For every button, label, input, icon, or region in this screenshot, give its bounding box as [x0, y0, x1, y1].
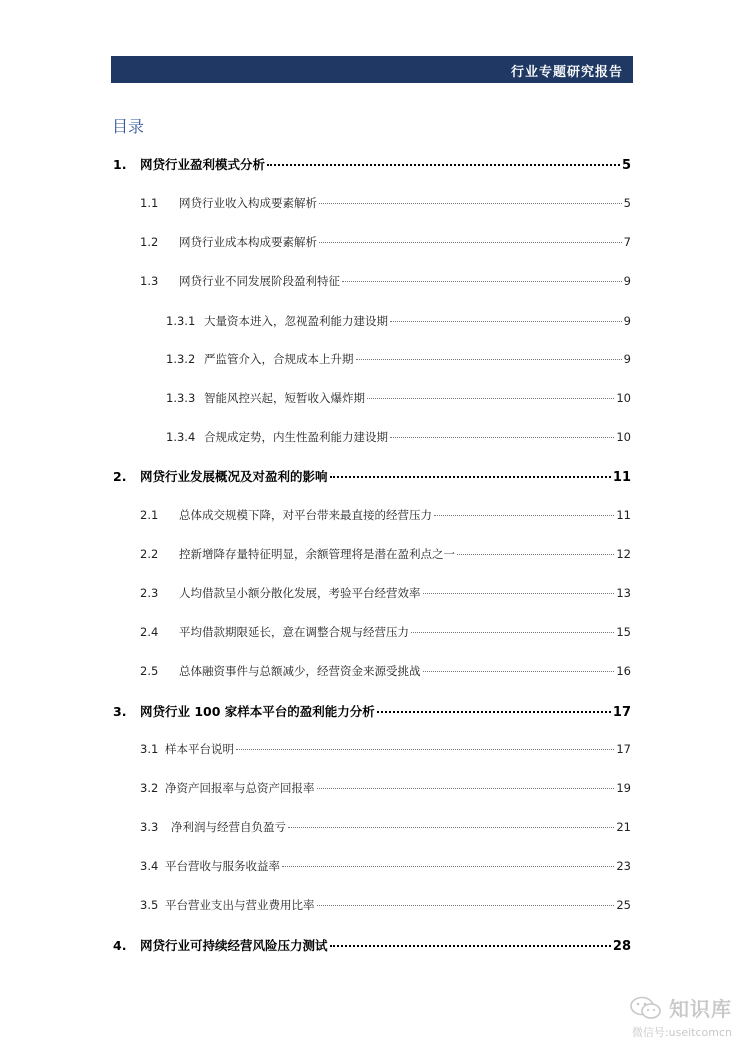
toc-page: 16 — [616, 664, 631, 678]
toc-number: 2.4 — [140, 625, 159, 639]
dot-leader — [330, 476, 611, 478]
toc-page: 12 — [616, 547, 631, 561]
toc-entry[interactable] — [113, 702, 631, 720]
toc-page: 11 — [612, 470, 631, 485]
toc-entry[interactable] — [140, 234, 631, 250]
toc-title: 人均借款呈小额分散化发展，考验平台经营效率 — [179, 586, 421, 600]
toc-page: 5 — [621, 158, 631, 173]
toc-entry[interactable] — [140, 507, 631, 523]
toc-title: 网贷行业成本构成要素解析 — [179, 235, 317, 249]
toc-entry[interactable] — [140, 819, 631, 835]
toc-entry[interactable] — [140, 663, 631, 679]
toc-page: 13 — [616, 586, 631, 600]
toc-number: 3.5 — [140, 898, 159, 912]
toc-page: 10 — [616, 430, 631, 444]
toc-page: 10 — [616, 391, 631, 405]
toc-number: 2.1 — [140, 508, 159, 522]
toc-title: 网贷行业盈利模式分析 — [140, 157, 266, 172]
toc-number: 1.3.1 — [166, 314, 196, 328]
toc-page: 17 — [612, 705, 631, 720]
toc-number: 1.1 — [140, 196, 159, 210]
toc-title: 智能风控兴起，短暂收入爆炸期 — [204, 391, 365, 405]
toc-title: 严监管介入，合规成本上升期 — [204, 352, 354, 366]
dot-leader — [356, 359, 622, 360]
toc-title: 平台营收与服务收益率 — [165, 859, 280, 873]
toc-page: 11 — [616, 508, 631, 522]
toc-title: 总体融资事件与总额减少，经营资金来源受挑战 — [179, 664, 421, 678]
dot-leader — [288, 827, 614, 828]
toc-number: 3.4 — [140, 859, 159, 873]
toc-number: 1. — [113, 157, 127, 172]
toc-title: 净利润与经营自负盈亏 — [171, 820, 286, 834]
toc-title: 总体成交规模下降，对平台带来最直接的经营压力 — [179, 508, 432, 522]
dot-leader — [330, 945, 611, 947]
toc-entry[interactable] — [140, 624, 631, 640]
toc-entry[interactable] — [166, 351, 631, 367]
toc-number: 1.3.4 — [166, 430, 196, 444]
dot-leader — [317, 788, 615, 789]
watermark-wechat-id: 微信号:useitcomcn — [631, 1026, 732, 1039]
toc-title: 大量资本进入，忽视盈利能力建设期 — [204, 314, 388, 328]
toc-entry[interactable] — [113, 467, 631, 485]
toc-entry[interactable] — [140, 741, 631, 757]
dot-leader — [377, 711, 611, 713]
dot-leader — [423, 593, 615, 594]
toc-title: 平台营业支出与营业费用比率 — [165, 898, 315, 912]
toc-title: 合规成定势，内生性盈利能力建设期 — [204, 430, 388, 444]
toc-page: 5 — [623, 196, 631, 210]
toc-page: 19 — [616, 781, 631, 795]
toc-page: 28 — [612, 939, 631, 954]
toc-entry[interactable] — [140, 897, 631, 913]
toc-title: 平均借款期限延长，意在调整合规与经营压力 — [179, 625, 409, 639]
toc-entry[interactable] — [113, 936, 631, 954]
toc-title: 网贷行业发展概况及对盈利的影响 — [140, 469, 328, 484]
dot-leader — [267, 164, 620, 166]
toc-entry[interactable] — [166, 429, 631, 445]
toc-entry[interactable] — [140, 585, 631, 601]
dot-leader — [423, 671, 615, 672]
toc-page: 9 — [623, 274, 631, 288]
dot-leader — [282, 866, 614, 867]
toc-title: 网贷行业不同发展阶段盈利特征 — [179, 274, 340, 288]
dot-leader — [434, 515, 614, 516]
dot-leader — [390, 437, 614, 438]
toc-page: 21 — [616, 820, 631, 834]
dot-leader — [342, 281, 622, 282]
toc-entry[interactable] — [166, 313, 631, 329]
toc-number: 2.2 — [140, 547, 159, 561]
toc-entry[interactable] — [166, 390, 631, 406]
toc-page: 9 — [623, 314, 631, 328]
toc-title: 网贷行业 100 家样本平台的盈利能力分析 — [140, 704, 375, 719]
toc-number: 2.5 — [140, 664, 159, 678]
toc-page: 17 — [616, 742, 631, 756]
dot-leader — [411, 632, 614, 633]
toc-number: 1.2 — [140, 235, 159, 249]
toc-page: 9 — [623, 352, 631, 366]
toc-number: 2. — [113, 469, 127, 484]
toc-number: 3.2 — [140, 781, 159, 795]
toc-entry[interactable] — [113, 155, 631, 173]
toc-title: 净资产回报率与总资产回报率 — [165, 781, 315, 795]
header-bar — [111, 56, 633, 83]
toc-page: 23 — [616, 859, 631, 873]
toc-number: 3.3 — [140, 820, 159, 834]
watermark — [629, 993, 732, 1040]
toc-entry[interactable] — [140, 546, 631, 562]
toc-entry[interactable] — [140, 195, 631, 211]
dot-leader — [317, 905, 615, 906]
toc-number: 3.1 — [140, 742, 159, 756]
dot-leader — [367, 398, 614, 399]
toc-entry[interactable] — [140, 780, 631, 796]
toc-entry[interactable] — [140, 858, 631, 874]
dot-leader — [319, 242, 622, 243]
toc-title: 控新增降存量特征明显，余额管理将是潜在盈利点之一 — [179, 547, 455, 561]
toc-number: 2.3 — [140, 586, 159, 600]
toc-number: 1.3.2 — [166, 352, 196, 366]
dot-leader — [390, 321, 622, 322]
toc-entry[interactable] — [140, 273, 631, 289]
report-category-title: 行业专题研究报告 — [510, 65, 623, 80]
toc-number: 4. — [113, 938, 127, 953]
toc-title: 样本平台说明 — [165, 742, 234, 756]
dot-leader — [457, 554, 614, 555]
wechat-icon — [629, 996, 663, 1020]
watermark-name: 知识库 — [669, 997, 732, 1021]
toc-number: 1.3 — [140, 274, 159, 288]
dot-leader — [319, 203, 622, 204]
toc-number: 3. — [113, 704, 127, 719]
toc-page: 25 — [616, 898, 631, 912]
toc-page: 7 — [623, 235, 631, 249]
toc-page: 15 — [616, 625, 631, 639]
toc-heading: 目录 — [112, 117, 145, 136]
dot-leader — [236, 749, 614, 750]
toc-title: 网贷行业收入构成要素解析 — [179, 196, 317, 210]
toc-number: 1.3.3 — [166, 391, 196, 405]
toc-title: 网贷行业可持续经营风险压力测试 — [140, 938, 328, 953]
